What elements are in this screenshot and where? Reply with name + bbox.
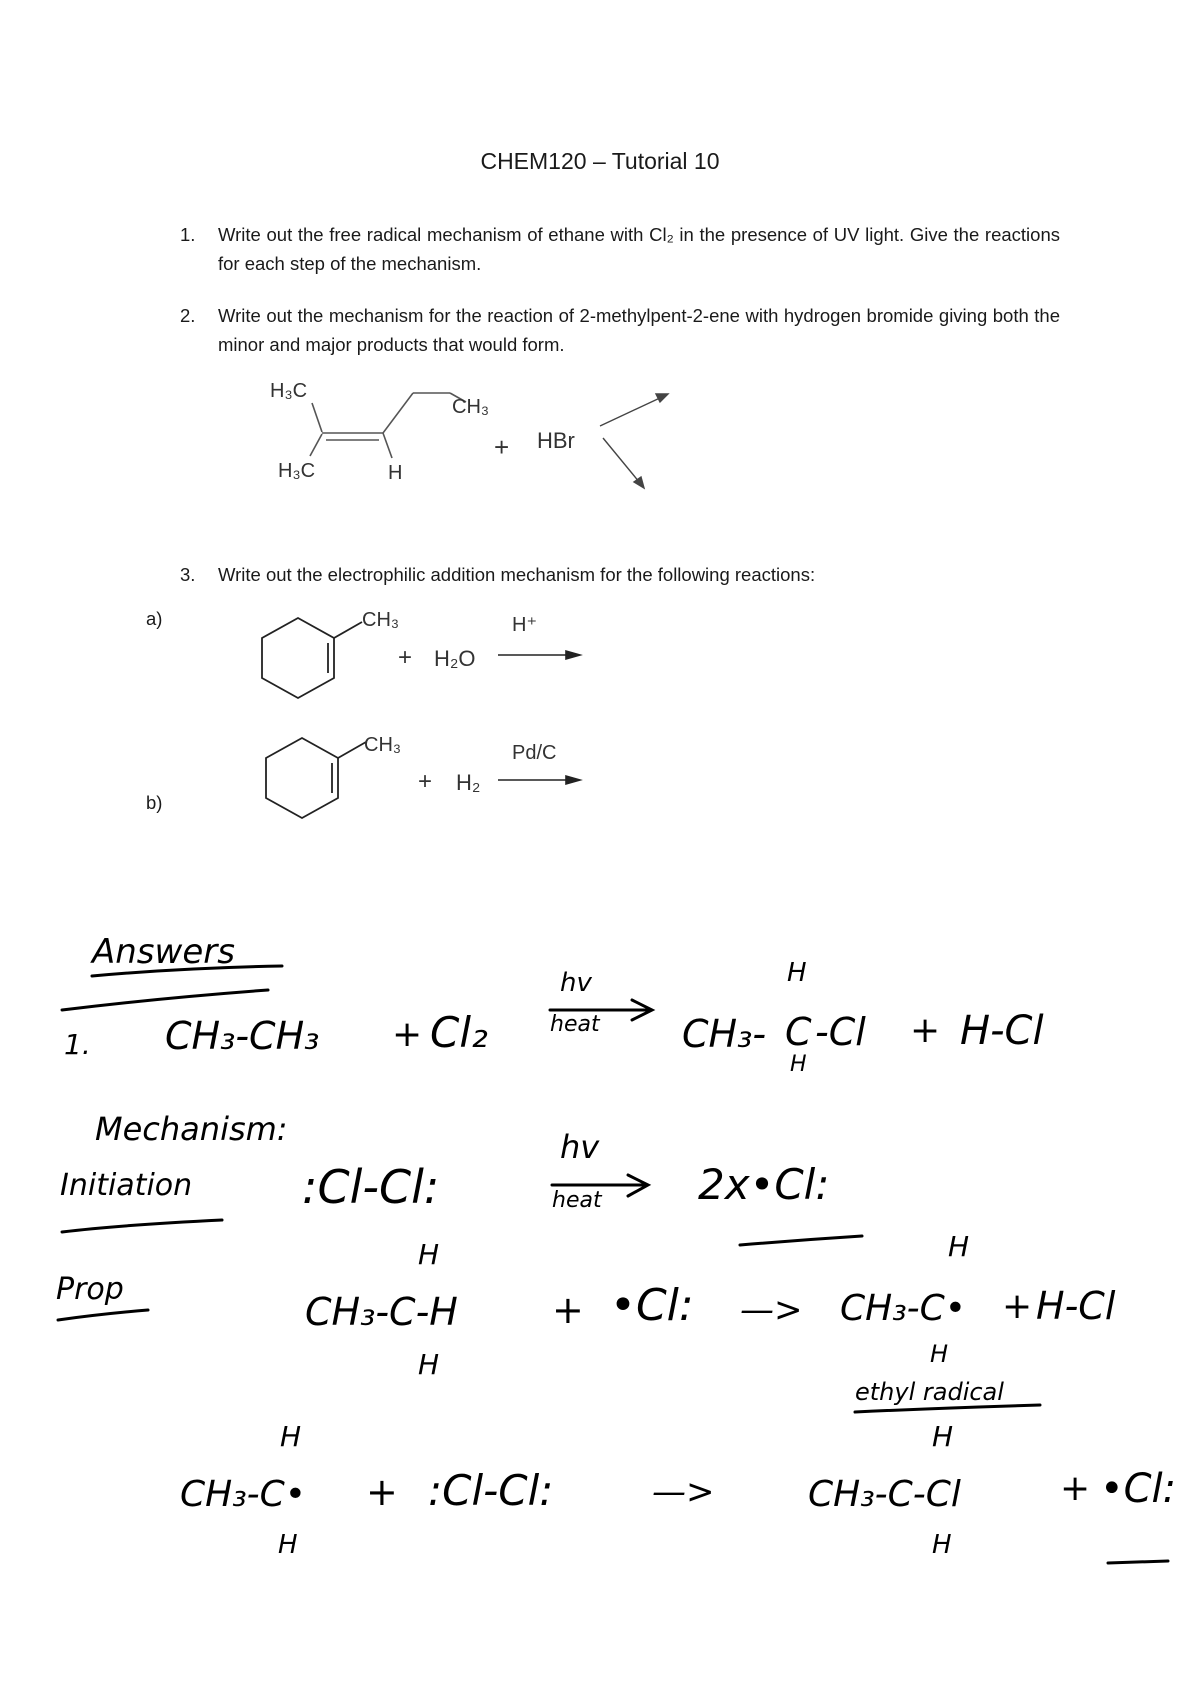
ethyl-radical-reactant: CH₃-C• (180, 1474, 306, 1515)
hcl-product: H-Cl (1036, 1284, 1116, 1328)
plus-sign: + (494, 432, 510, 462)
bond (383, 393, 413, 433)
part-a-label: a) (146, 608, 163, 629)
question-number: 3. (180, 564, 196, 585)
ethyl-radical-note: ethyl radical (855, 1378, 1004, 1406)
answer-number: 1. (64, 1028, 91, 1061)
q3a-cyclohexene (262, 618, 362, 698)
product-h-top: H (787, 958, 807, 988)
h-top: H (418, 1238, 440, 1271)
plus-sign: + (1060, 1468, 1091, 1509)
q3a-arrow (498, 651, 580, 659)
reaction-arrow: —> (652, 1472, 715, 1512)
plus-sign: + (398, 644, 413, 671)
product-underline (740, 1236, 862, 1245)
chloroethane-product: CH₃-C-Cl (808, 1474, 961, 1515)
product-left: CH₃- (682, 1012, 767, 1056)
bond (310, 434, 322, 456)
product-center: C (785, 1010, 812, 1054)
ethane-reactant: CH₃-C-H (305, 1290, 458, 1334)
chlorine-radicals: 2x•Cl: (698, 1160, 830, 1209)
ethyl-radical-underline (855, 1405, 1040, 1412)
chlorine-molecule: :Cl-Cl: (428, 1466, 554, 1515)
catalyst-label: H⁺ (512, 614, 537, 636)
h-bottom: H (278, 1530, 298, 1560)
hydrogen-reagent: H₂ (456, 770, 481, 795)
catalyst-label: Pd/C (512, 742, 557, 764)
bond (312, 403, 322, 432)
q3b-cyclohexene (266, 738, 366, 818)
product-h-top: H (932, 1420, 954, 1453)
condition-bottom: heat (552, 1188, 602, 1213)
chlorine-radical: •Cl: (610, 1280, 694, 1331)
plus-sign: + (392, 1014, 423, 1055)
ch3-label: CH₃ (364, 734, 402, 756)
mechanism-label: Mechanism: (95, 1110, 288, 1148)
answers-heading: Answers (92, 932, 235, 972)
chlorine-reactant: Cl₂ (430, 1008, 488, 1057)
condition-top: hv (560, 1128, 600, 1166)
chlorine-molecule: :Cl-Cl: (302, 1160, 440, 1214)
part-b-label: b) (146, 792, 163, 813)
ch3-label: CH₃ (452, 396, 490, 418)
page-title: CHEM120 – Tutorial 10 (480, 148, 720, 174)
plus-sign: + (552, 1288, 584, 1332)
plus-sign: + (366, 1470, 398, 1514)
arrow-down (603, 438, 640, 483)
propagation-label: Prop (56, 1272, 124, 1307)
product-h-bottom: H (930, 1340, 949, 1368)
plus-sign: + (910, 1010, 941, 1051)
question-text: Write out the electrophilic addition mechanism for the following reactions: (218, 564, 816, 585)
question-number: 1. (180, 224, 196, 245)
hbr-reagent: HBr (537, 428, 575, 453)
chlorine-radical: •Cl: (1100, 1466, 1177, 1512)
product-h-bottom: H (932, 1530, 952, 1560)
ethane-reactant: CH₃-CH₃ (165, 1014, 320, 1058)
reaction-arrow: —> (740, 1290, 803, 1330)
plus-sign: + (1002, 1286, 1033, 1327)
plus-sign: + (418, 768, 433, 795)
hcl-product: H-Cl (960, 1008, 1044, 1054)
water-reagent: H₂O (434, 646, 476, 671)
h-bottom: H (418, 1348, 440, 1381)
radical-underline (1108, 1561, 1168, 1563)
question-3 (180, 560, 1060, 589)
question-text: Write out the free radical mechanism of ethane with Cl₂ in the presence of UV light. Give the reactions for each step of the mechanism. (218, 224, 1060, 274)
product-h-top: H (948, 1230, 970, 1263)
ch3-label: CH₃ (362, 609, 400, 631)
bond (383, 433, 392, 458)
h-label: H (388, 462, 403, 484)
h-top: H (280, 1420, 302, 1453)
initiation-underline (62, 1220, 222, 1232)
arrowhead (656, 394, 668, 402)
initiation-label: Initiation (60, 1168, 193, 1203)
condition-bottom: heat (550, 1012, 600, 1037)
arrow-up (600, 397, 662, 426)
arrowhead (634, 477, 644, 488)
question-text: Write out the mechanism for the reaction of 2-methylpent-2-ene with hydrogen bromide giving both the minor and major products that would form. (218, 305, 1060, 355)
h3c-top-label: H₃C (270, 380, 308, 402)
question-number: 2. (180, 305, 196, 326)
ethyl-radical-product: CH₃-C• (840, 1288, 966, 1329)
answers-underline (62, 990, 268, 1010)
product-right: -Cl (815, 1010, 866, 1054)
q3b-arrow (498, 776, 580, 784)
prop-underline (58, 1310, 148, 1320)
h3c-bottom-label: H₃C (278, 460, 316, 482)
product-h-bottom: H (790, 1052, 807, 1077)
condition-top: hv (560, 968, 592, 998)
